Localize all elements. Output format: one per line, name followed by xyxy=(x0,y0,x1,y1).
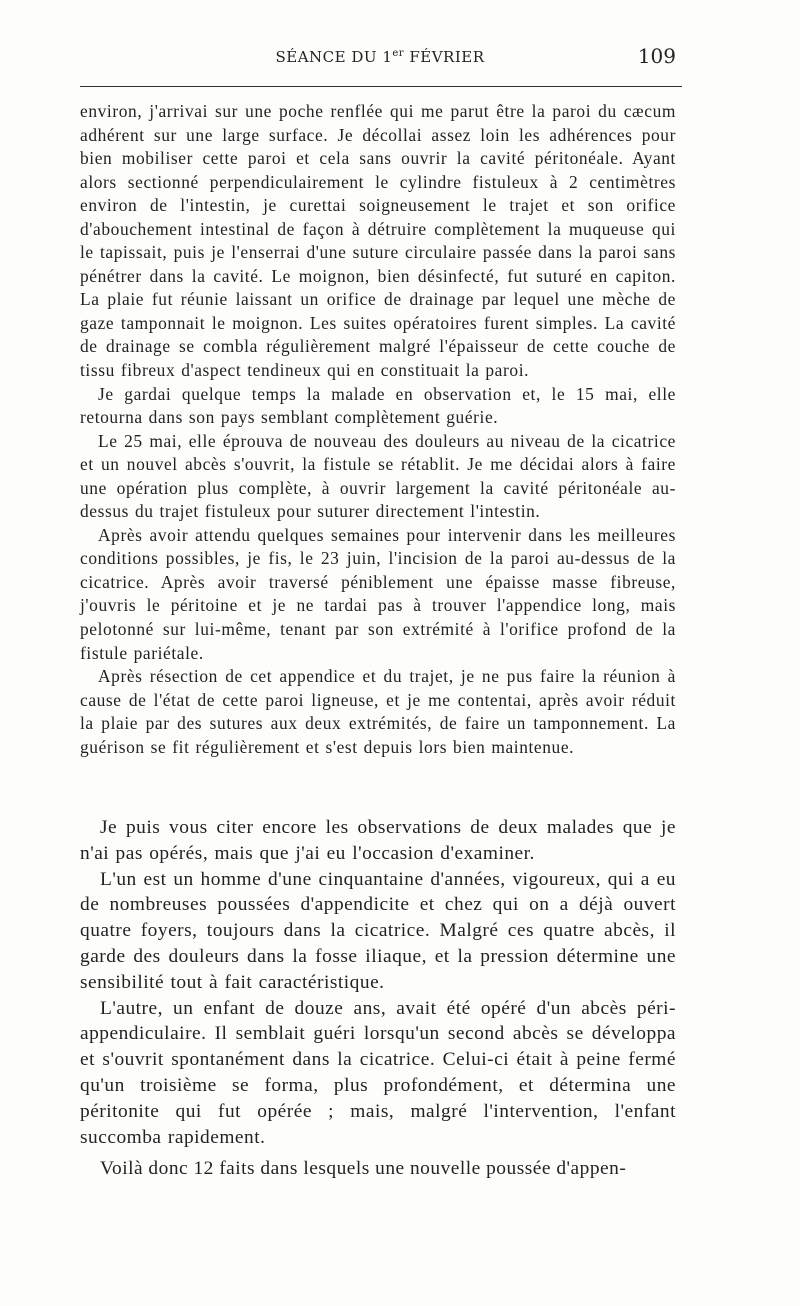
case-report-paragraph-1: environ, j'arrivai sur une poche renflée qui me parut être la paroi du cæcum adhérent sur une large surface. Je décollai assez loin les adhérences pour bien mobiliser cette paroi et cela sans ouvrir la cavité péritonéale. Ayant alors sectionné perpendiculairement le cylindre fistuleux à 2 centimètres environ de l'intestin, je curettai soigneusement le trajet et son orifice d'abouchement intestinal de façon à détruire complètement la muqueuse qui le tapissait, puis je l'enserrai d'une suture circulaire passée dans la paroi sans pénétrer dans la cavité. Le moignon, bien désinfecté, fut suturé en capiton. La plaie fut réunie laissant un orifice de drainage par lequel une mèche de gaze tamponnait le moignon. Les suites opératoires furent simples. La cavité de drainage se combla régulièrement malgré l'épaisseur de cette couche de tissu fibreux d'aspect tendineux qui en constituait la paroi. xyxy=(80,101,676,381)
running-title-superscript: er xyxy=(392,48,405,59)
header-rule xyxy=(80,86,682,87)
case-report-paragraph-3: Le 25 mai, elle éprouva de nouveau des douleurs au niveau de la cicatrice et un nouvel abcès s'ouvrit, la fistule se rétablit. Je me décidai alors à faire une opération plus complète, à ouvrir largement la cavité péritonéale au-dessus du trajet fistuleux pour suturer directement l'intestin. xyxy=(80,430,676,522)
running-title-suffix: FÉVRIER xyxy=(404,48,485,66)
running-title xyxy=(80,48,680,66)
running-head xyxy=(80,44,680,74)
discussion-paragraph-2: L'un est un homme d'une cinquantaine d'années, vigoureux, qui a eu de nombreuses poussées d'appendicite et chez qui on a déjà ouvert quatre foyers, toujours dans la cicatrice. Malgré ces quatre abcès, il garde des douleurs dans la fosse iliaque, et la pression détermine une sensibilité tout à fait caractéristique. xyxy=(80,868,676,993)
case-report-paragraph-2: Je gardai quelque temps la malade en observation et, le 15 mai, elle retourna dans son pays semblant complètement guérie. xyxy=(80,383,676,428)
discussion-paragraph-1: Je puis vous citer encore les observations de deux malades que je n'ai pas opérés, mais que j'ai eu l'occasion d'examiner. xyxy=(80,817,676,864)
closing-line: Voilà donc 12 faits dans lesquels une nouvelle poussée d'appen- xyxy=(100,1158,627,1179)
discussion-paragraph-3: L'autre, un enfant de douze ans, avait été opéré d'un abcès péri-appendiculaire. Il semblait guéri lorsqu'un second abcès se développa et s'ouvrit spontanément dans la cicatrice. Celui-ci était à peine fermé qu'un troisième se forma, plus profondément, et détermina une péritonite qui fut opérée ; mais, malgré l'intervention, l'enfant succomba rapidement. xyxy=(80,997,676,1148)
case-report-paragraph-5: Après résection de cet appendice et du trajet, je ne pus faire la réunion à cause de l'état de cette paroi ligneuse, et je me contentai, après avoir réduit la plaie par des sutures aux deux extrémités, de faire un tamponnement. La guérison se fit régulièrement et s'est depuis lors bien maintenue. xyxy=(80,666,676,757)
discussion-text xyxy=(80,815,676,1150)
case-report-paragraph-4: Après avoir attendu quelques semaines pour intervenir dans les meilleures conditions possibles, je fis, le 23 juin, l'incision de la paroi au-dessus de la cicatrice. Après avoir traversé péniblement une épaisse masse fibreuse, j'ouvris le péritoine et je ne tardai pas à trouver l'appendice long, mais pelotonné sur lui-même, tenant par son extrémité à l'orifice profond de la fistule pariétale. xyxy=(80,524,676,663)
page-number: 109 xyxy=(637,44,676,68)
case-report-text xyxy=(80,100,676,759)
running-title-prefix: SÉANCE DU 1 xyxy=(275,48,393,66)
